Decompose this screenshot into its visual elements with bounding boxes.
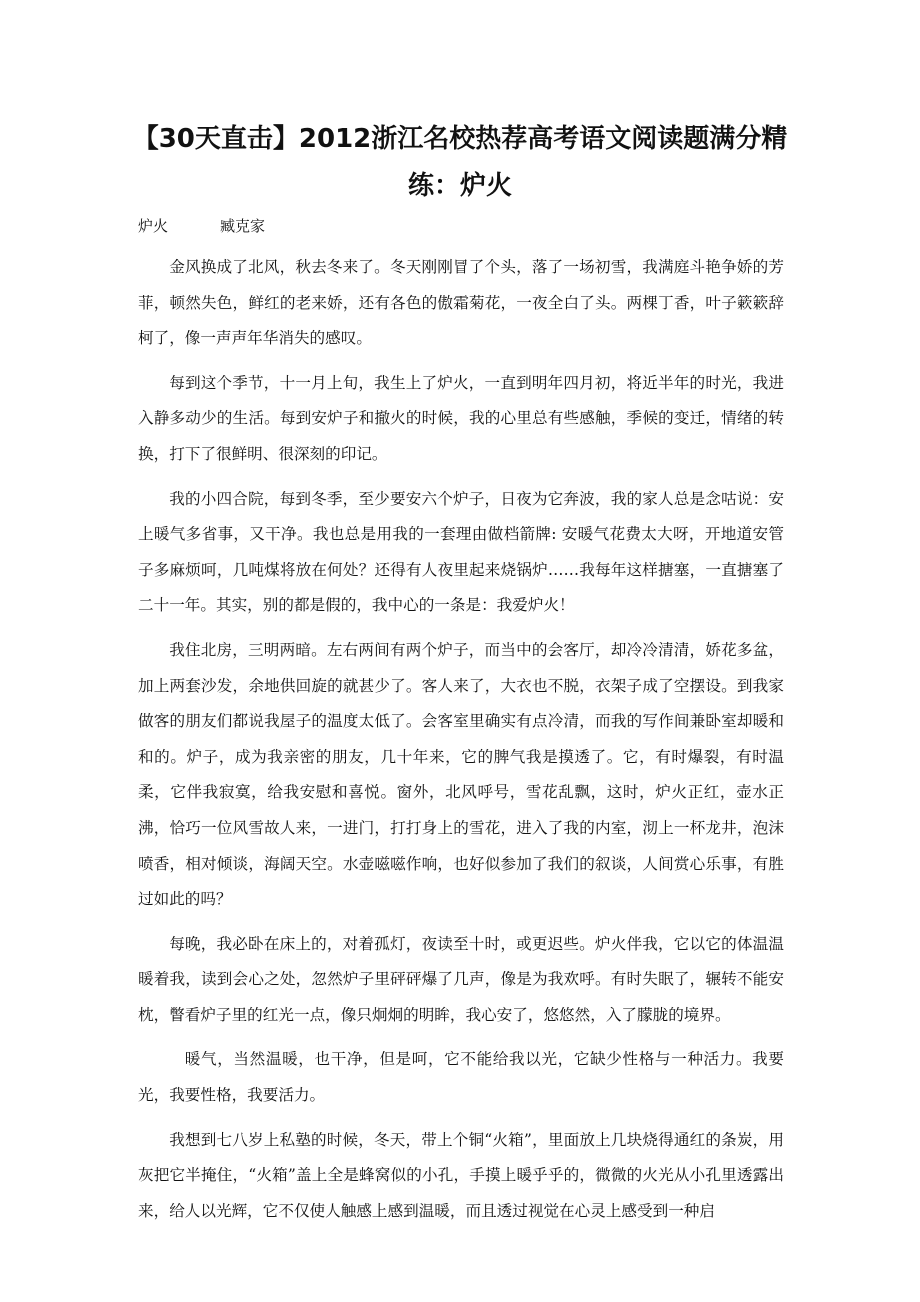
paragraph: 暖气，当然温暖，也干净，但是呵，它不能给我以光，它缺少性格与一种活力。我要光，我要性格，我要活力。 bbox=[138, 1050, 784, 1105]
paragraph: 我的小四合院，每到冬季，至少要安六个炉子，日夜为它奔波，我的家人总是念咕说：安上暖气多省事，又干净。我也总是用我的一套理由做档箭牌: 安暖气花费太大呀，开地道安管子多麻烦呵，几吨煤将放在何处？还得有人夜里起来烧锅炉……我每年这样搪塞，一直搪塞了二十一年。其实，别的都是假的，我中心的一条是：我爱炉火！ bbox=[138, 489, 784, 615]
paragraph: 每晚，我必卧在床上的，对着孤灯，夜读至十时，或更迟些。炉火伴我，它以它的体温温暖着我，读到会心之处，忽然炉子里砰砰爆了几声，像是为我欢呼。有时失眠了，辗转不能安枕，瞥看炉子里的红光一点，像只炯炯的明眸，我心安了，悠悠然，入了朦胧的境界。 bbox=[138, 934, 784, 1024]
document-title: 【30天直击】2012浙江名校热荐高考语文阅读题满分精练：炉火 bbox=[132, 124, 788, 201]
byline bbox=[138, 216, 265, 236]
article-body bbox=[138, 250, 784, 1238]
paragraph: 金风换成了北风，秋去冬来了。冬天刚刚冒了个头，落了一场初雪，我满庭斗艳争娇的芳菲，顿然失色，鲜红的老来娇，还有各色的傲霜菊花，一夜全白了头。两棵丁香，叶子簌簌辞柯了，像一声声年华消失的感叹。 bbox=[138, 258, 784, 348]
paragraph: 每到这个季节，十一月上旬，我生上了炉火，一直到明年四月初，将近半年的时光，我进入静多动少的生活。每到安炉子和撤火的时候，我的心里总有些感触，季候的变迁，情绪的转换，打下了很鲜明、很深刻的印记。 bbox=[138, 373, 784, 463]
author-name: 臧克家 bbox=[220, 217, 266, 235]
piece-title: 炉火 bbox=[138, 217, 169, 235]
paragraph: 我住北房，三明两暗。左右两间有两个炉子，而当中的会客厅，却冷冷清清，娇花多盆，加上两套沙发，余地供回旋的就甚少了。客人来了，大衣也不脱，衣架子成了空摆设。到我家做客的朋友们都说我屋子的温度太低了。会客室里确实有点冷清，而我的写作间兼卧室却暖和和的。炉子，成为我亲密的朋友，几十年来，它的脾气我是摸透了。它，有时爆裂，有时温柔，它伴我寂寞，给我安慰和喜悦。窗外，北风呼号，雪花乱飘，这时，炉火正红，壶水正沸，恰巧一位风雪故人来，一进门，打打身上的雪花，进入了我的内室，沏上一杯龙井，泡沫喷香，相对倾谈，海阔天空。水壶嗞嗞作响，也好似参加了我们的叙谈，人间赏心乐事，有胜过如此的吗？ bbox=[138, 640, 784, 909]
paragraph: 我想到七八岁上私塾的时候，冬天，带上个铜“火箱”，里面放上几块烧得通红的条炭，用灰把它半掩住，“火箱”盖上全是蜂窝似的小孔，手摸上暖乎乎的，微微的火光从小孔里透露出来，给人以光辉，它不仅使人触感上感到温暖，而且透过视觉在心灵上感受到一种启 bbox=[138, 1130, 784, 1220]
